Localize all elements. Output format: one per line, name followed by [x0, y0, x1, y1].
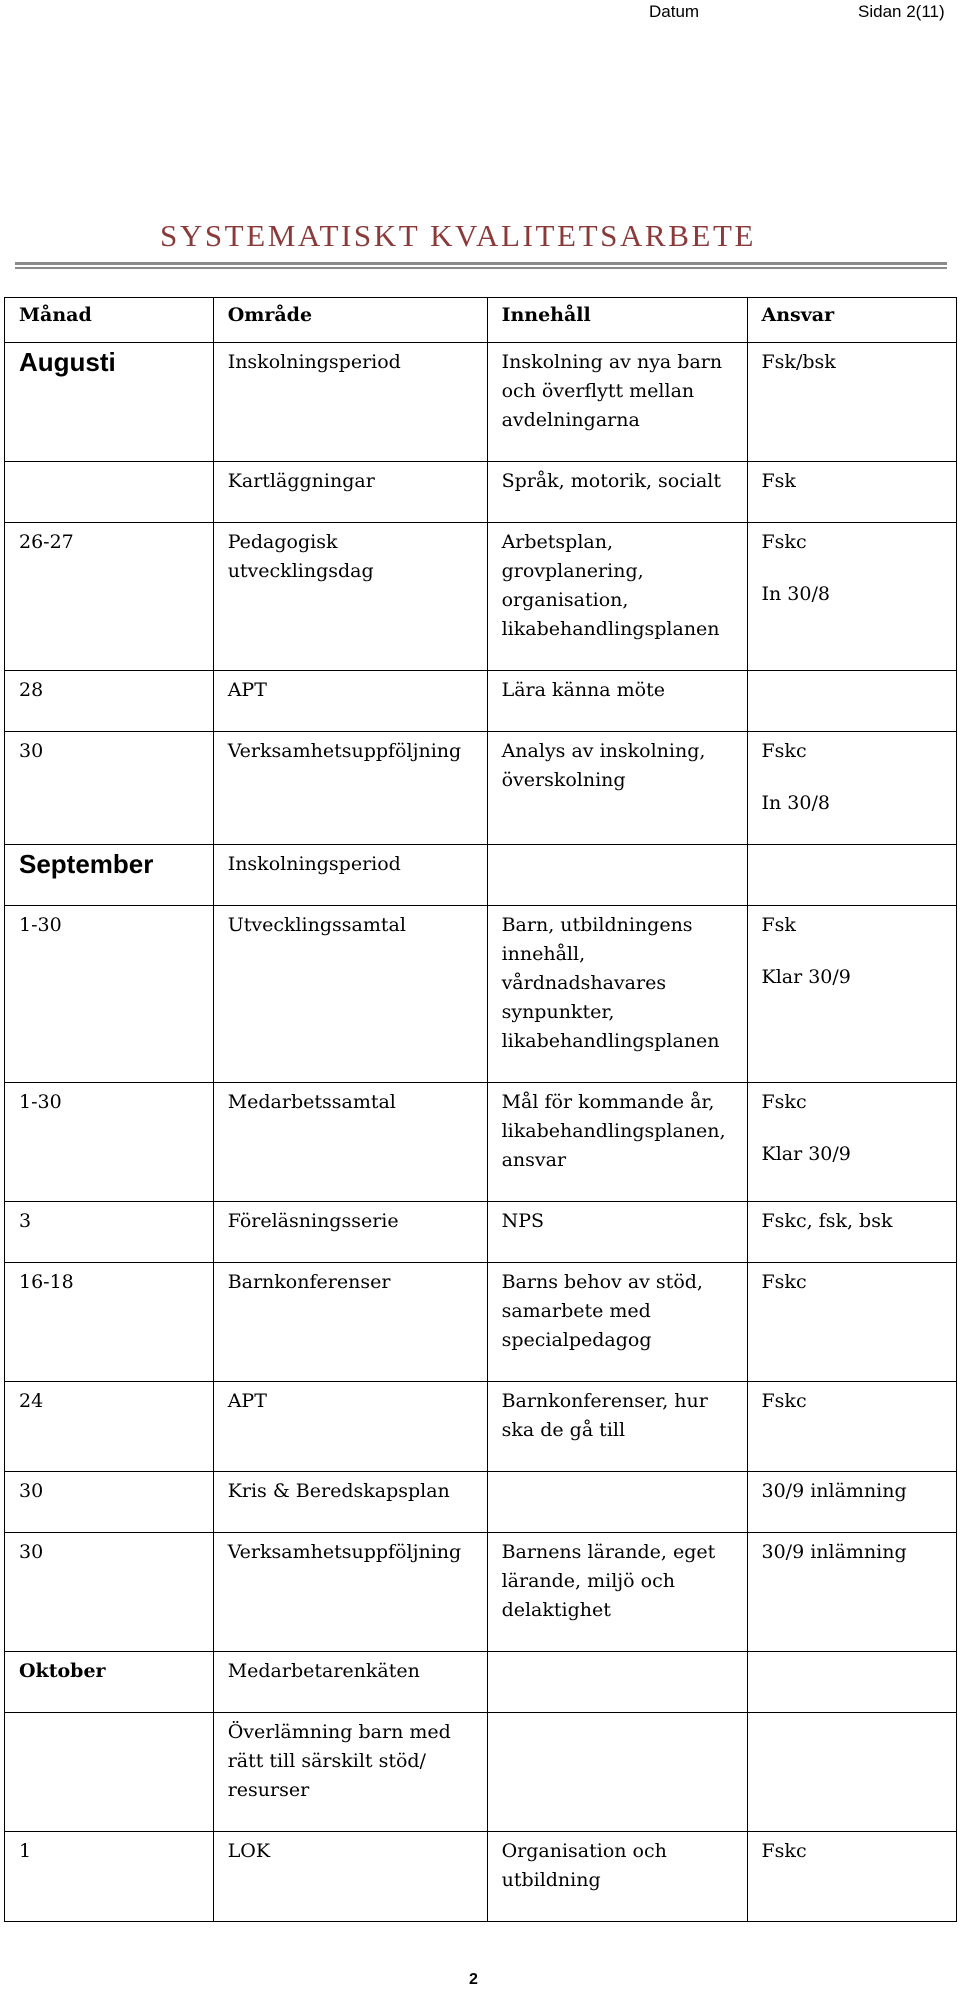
responsible-line: Klar 30/9 — [761, 1143, 851, 1165]
text-line: specialpedagog — [501, 1329, 652, 1351]
responsible-line: Fskc, fsk, bsk — [761, 1210, 893, 1232]
text-line: Barns behov av stöd, — [501, 1271, 703, 1293]
cell-content — [487, 1382, 747, 1472]
responsible-line: Fsk — [761, 470, 796, 492]
cell-month: 30 — [5, 732, 214, 845]
text-line: innehåll, — [501, 943, 586, 965]
cell-month: 30 — [5, 1533, 214, 1652]
table-row — [5, 1652, 957, 1713]
cell-area: LOK — [213, 1832, 487, 1922]
cell-content — [487, 671, 747, 732]
cell-responsible — [747, 1652, 957, 1713]
text-line: vårdnadshavares — [501, 972, 667, 994]
cell-content — [487, 1832, 747, 1922]
table-header-row — [5, 298, 957, 343]
responsible-line: Fskc — [761, 1271, 807, 1293]
responsible-line: Fskc — [761, 1091, 807, 1113]
text-line: NPS — [501, 1210, 545, 1232]
text-line: Barn, utbildningens — [501, 914, 693, 936]
cell-area: Verksamhetsuppföljning — [213, 732, 487, 845]
cell-month: Augusti — [5, 343, 214, 462]
cell-content — [487, 523, 747, 671]
cell-content — [487, 1472, 747, 1533]
cell-month: 1-30 — [5, 906, 214, 1083]
cell-area: Inskolningsperiod — [213, 845, 487, 906]
text-line: och överflytt mellan — [501, 380, 695, 402]
cell-area: Kris & Beredskapsplan — [213, 1472, 487, 1533]
text-line: resurser — [227, 1779, 310, 1801]
responsible-line: Fsk — [761, 914, 796, 936]
cell-responsible — [747, 906, 957, 1083]
cell-content — [487, 1263, 747, 1382]
text-line: delaktighet — [501, 1599, 611, 1621]
text-line: Mål för kommande år, — [501, 1091, 715, 1113]
table-row — [5, 523, 957, 671]
cell-month: 28 — [5, 671, 214, 732]
text-line: lärande, miljö och — [501, 1570, 675, 1592]
text-line: synpunkter, — [501, 1001, 615, 1023]
text-line: samarbete med — [501, 1300, 651, 1322]
table-row — [5, 1202, 957, 1263]
cell-responsible — [747, 1533, 957, 1652]
text-line: Språk, motorik, socialt — [501, 470, 721, 492]
cell-month: Oktober — [5, 1652, 214, 1713]
cell-content — [487, 462, 747, 523]
text-line: Arbetsplan, — [501, 531, 614, 553]
text-line: Inskolning av nya barn — [501, 351, 723, 373]
table-row — [5, 671, 957, 732]
header-responsible: Ansvar — [747, 298, 957, 343]
responsible-line: Fsk/bsk — [761, 351, 836, 373]
cell-content — [487, 1713, 747, 1832]
cell-month: 16-18 — [5, 1263, 214, 1382]
cell-content — [487, 1533, 747, 1652]
quality-work-table — [4, 297, 957, 1922]
cell-month: 26-27 — [5, 523, 214, 671]
table-row — [5, 906, 957, 1083]
header-area: Område — [213, 298, 487, 343]
cell-content — [487, 1083, 747, 1202]
text-line: grovplanering, — [501, 560, 644, 582]
cell-month: 24 — [5, 1382, 214, 1472]
cell-responsible — [747, 732, 957, 845]
responsible-line: 30/9 inlämning — [761, 1541, 907, 1563]
text-line: Barnkonferenser, hur — [501, 1390, 708, 1412]
cell-month: September — [5, 845, 214, 906]
responsible-line: Fskc — [761, 1840, 807, 1862]
header-month: Månad — [5, 298, 214, 343]
cell-area: Föreläsningsserie — [213, 1202, 487, 1263]
cell-month — [5, 462, 214, 523]
text-line: Organisation och — [501, 1840, 667, 1862]
table-row — [5, 1832, 957, 1922]
table-row — [5, 845, 957, 906]
cell-area: Verksamhetsuppföljning — [213, 1533, 487, 1652]
text-line: organisation, — [501, 589, 629, 611]
cell-month — [5, 1713, 214, 1832]
cell-content — [487, 732, 747, 845]
cell-responsible — [747, 1713, 957, 1832]
text-line: Överlämning barn med — [227, 1721, 451, 1743]
cell-content — [487, 343, 747, 462]
cell-area: APT — [213, 1382, 487, 1472]
cell-responsible — [747, 1263, 957, 1382]
responsible-line: Fskc — [761, 531, 807, 553]
cell-area: Medarbetssamtal — [213, 1083, 487, 1202]
table-row — [5, 462, 957, 523]
cell-content — [487, 845, 747, 906]
cell-responsible — [747, 1472, 957, 1533]
text-line: likabehandlingsplanen — [501, 1030, 720, 1052]
text-line: likabehandlingsplanen — [501, 618, 720, 640]
responsible-line: Fskc — [761, 1390, 807, 1412]
responsible-line: 30/9 inlämning — [761, 1480, 907, 1502]
cell-month: 1 — [5, 1832, 214, 1922]
table-row — [5, 1083, 957, 1202]
text-line: avdelningarna — [501, 409, 640, 431]
cell-responsible — [747, 343, 957, 462]
cell-responsible — [747, 1382, 957, 1472]
cell-area: APT — [213, 671, 487, 732]
table-row — [5, 1533, 957, 1652]
table-row — [5, 732, 957, 845]
cell-area: Utvecklingssamtal — [213, 906, 487, 1083]
text-line: utbildning — [501, 1869, 601, 1891]
responsible-line: In 30/8 — [761, 792, 830, 814]
cell-responsible — [747, 1083, 957, 1202]
cell-responsible — [747, 523, 957, 671]
table-row — [5, 1263, 957, 1382]
cell-responsible — [747, 845, 957, 906]
cell-area: Pedagogisk utvecklingsdag — [213, 523, 487, 671]
text-line: ska de gå till — [501, 1419, 626, 1441]
responsible-line: Klar 30/9 — [761, 966, 851, 988]
cell-area: Inskolningsperiod — [213, 343, 487, 462]
title-underline-thin — [15, 267, 947, 269]
responsible-line: In 30/8 — [761, 583, 830, 605]
responsible-line: Fskc — [761, 740, 807, 762]
table-row — [5, 1472, 957, 1533]
cell-content — [487, 1202, 747, 1263]
text-line: Barnens lärande, eget — [501, 1541, 716, 1563]
cell-content — [487, 1652, 747, 1713]
cell-month: 30 — [5, 1472, 214, 1533]
cell-area: Barnkonferenser — [213, 1263, 487, 1382]
title-underline — [15, 262, 947, 265]
text-line: Lära känna möte — [501, 679, 665, 701]
cell-responsible — [747, 462, 957, 523]
text-line: ansvar — [501, 1149, 567, 1171]
table-row — [5, 343, 957, 462]
page-number-footer: 2 — [469, 1971, 478, 1988]
header-page-indicator: Sidan 2(11) — [858, 2, 945, 21]
cell-area: Medarbetarenkäten — [213, 1652, 487, 1713]
cell-month: 3 — [5, 1202, 214, 1263]
cell-responsible — [747, 1202, 957, 1263]
table-row — [5, 1382, 957, 1472]
cell-area — [213, 1713, 487, 1832]
header-content: Innehåll — [487, 298, 747, 343]
text-line: rätt till särskilt stöd/ — [227, 1750, 426, 1772]
text-line: Analys av inskolning, — [501, 740, 706, 762]
cell-content — [487, 906, 747, 1083]
cell-area: Kartläggningar — [213, 462, 487, 523]
text-line: likabehandlingsplanen, — [501, 1120, 726, 1142]
header-date-label: Datum — [649, 2, 700, 21]
document-title: SYSTEMATISKT KVALITETSARBETE — [160, 218, 757, 253]
text-line: överskolning — [501, 769, 626, 791]
cell-responsible — [747, 671, 957, 732]
cell-month: 1-30 — [5, 1083, 214, 1202]
table-row — [5, 1713, 957, 1832]
cell-responsible — [747, 1832, 957, 1922]
